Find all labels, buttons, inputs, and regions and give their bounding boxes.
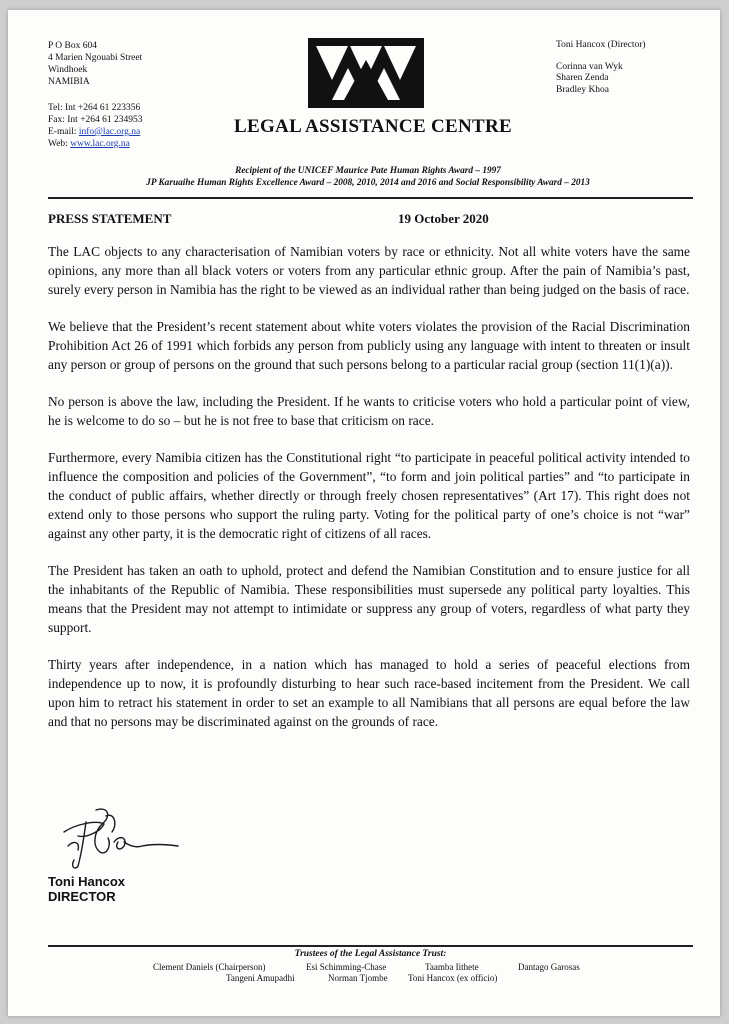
email-line xyxy=(48,126,143,138)
award-line: JP Karuaihe Human Rights Excellence Award – 2008, 2010, 2014 and 2016 and Social Responsibility Award – 2013 xyxy=(146,178,590,188)
trustees-heading: Trustees of the Legal Assistance Trust: xyxy=(294,949,447,959)
statement-date: 19 October 2020 xyxy=(398,211,489,226)
web-link[interactable]: www.lac.org.na xyxy=(70,139,130,149)
trustee-name: Tangeni Amupadhi xyxy=(226,973,295,983)
director-name: Toni Hancox (Director) xyxy=(556,40,646,50)
organization-name: LEGAL ASSISTANCE CENTRE xyxy=(234,116,512,137)
web-line xyxy=(48,138,143,150)
paragraph: Thirty years after independence, in a nation which has managed to hold a series of peaceful elections from independence up to now, it is profoundly disturbing to hear such race-based incitement from the President. We call upon him to retract his statement in order to set an example to all Namibians that all persons are equal before the law and that no persons may be discriminated against on the grounds of race. xyxy=(48,657,690,729)
trustee-name: Clement Daniels (Chairperson) xyxy=(153,962,266,972)
statement-heading: PRESS STATEMENT xyxy=(48,211,172,226)
staff-name: Sharen Zenda xyxy=(556,73,609,83)
telephone: Tel: Int +264 61 223356 xyxy=(48,103,141,113)
footer-divider xyxy=(48,945,693,947)
paragraph: The LAC objects to any characterisation of Namibian voters by race or ethnicity. Not all white voters have the same opinions, any more than all black voters or voters from any particular ethnic group. After the pain of Namibia’s past, surely every person in Namibia has the right to be viewed as an individual rather than being judged on the basis of race. xyxy=(48,244,690,297)
statement-body xyxy=(48,242,690,749)
paragraph: No person is above the law, including the President. If he wants to criticise voters who hold a particular point of view, he is welcome to do so – but he is not free to base that criticism on race. xyxy=(48,394,690,428)
statement-header xyxy=(48,211,693,227)
trustee-name: Taamba Iithete xyxy=(425,962,479,972)
po-box: P O Box 604 xyxy=(48,41,98,51)
trustee-name: Toni Hancox (ex officio) xyxy=(408,973,498,983)
directors-block xyxy=(556,40,646,96)
contact-block xyxy=(48,40,143,150)
awards-block xyxy=(48,165,688,189)
header-divider xyxy=(48,197,693,199)
award-line: Recipient of the UNICEF Maurice Pate Human Rights Award – 1997 xyxy=(235,166,501,176)
web-label: Web: xyxy=(48,139,71,149)
trustee-name: Dantago Garosas xyxy=(518,962,580,972)
paragraph: Furthermore, every Namibia citizen has the Constitutional right “to participate in peaceful political activity intended to influence the composition and policies of the Government”, “to form and join political parties” and “to participate in the conduct of public affairs, whether directly or through freely chosen representatives” (Art 17). This right does not extend only to those persons who support the ruling party. Voting for the political party of one’s choice is not “war” against any other party, it is the democratic right of citizens of all races. xyxy=(48,450,690,541)
email-label: E-mail: xyxy=(48,127,79,137)
trustee-name: Norman Tjombe xyxy=(328,973,388,983)
letter-page xyxy=(8,10,720,1016)
signatory-title: DIRECTOR xyxy=(48,889,116,904)
trustee-name: Esi Schimming-Chase xyxy=(306,962,387,972)
signatory-name: Toni Hancox xyxy=(48,874,126,889)
staff-name: Corinna van Wyk xyxy=(556,61,623,72)
street-address: 4 Marien Ngouabi Street xyxy=(48,53,143,63)
staff-name: Bradley Khoa xyxy=(556,84,610,95)
paragraph: The President has taken an oath to uphold, protect and defend the Namibian Constitution and to ensure justice for all the inhabitants of the Republic of Namibia. These responsibilities must supersede any political party loyalties. This means that the President may not attempt to intimidate or suppress any group of voters, regardless of what party they support. xyxy=(48,563,690,635)
signatory-block xyxy=(48,874,125,904)
country: NAMIBIA xyxy=(48,77,90,87)
handwritten-signature-icon xyxy=(56,802,181,872)
city: Windhoek xyxy=(48,65,88,75)
email-link[interactable]: info@lac.org.na xyxy=(78,127,141,137)
fax: Fax: Int +264 61 234953 xyxy=(48,115,143,125)
lac-triangle-logo-icon xyxy=(308,38,424,108)
paragraph: We believe that the President’s recent statement about white voters violates the provision of the Racial Discrimination Prohibition Act 26 of 1991 which forbids any person from publicly using any language with intent to threaten or insult any person or group of persons on the ground that such persons belong to a particular racial group (section 11(1)(a)). xyxy=(48,319,690,372)
